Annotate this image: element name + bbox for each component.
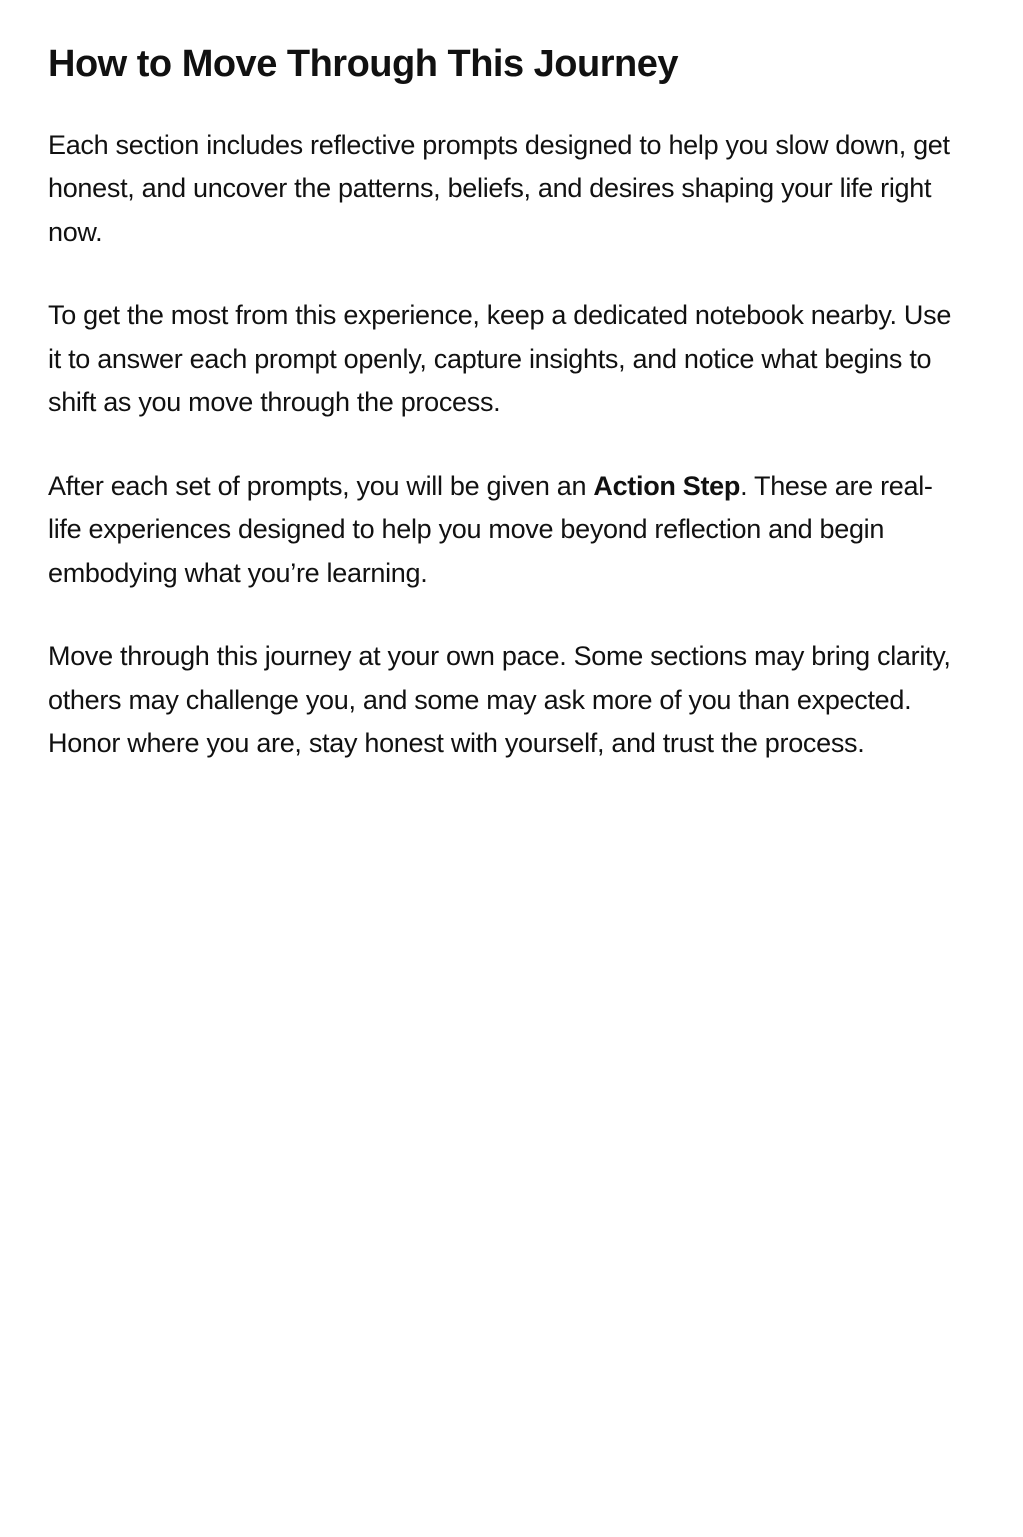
page-title: How to Move Through This Journey [48, 43, 678, 85]
paragraph-action-step [48, 465, 953, 596]
action-step-emphasis: Action Step [593, 470, 741, 501]
paragraph-action-step-intro: After each set of prompts, you will be given an [48, 470, 594, 501]
paragraph-notebook: To get the most from this experience, keep a dedicated notebook nearby. Use it to answer each prompt openly, capture insights, and notice what begins to shift as you move through the process. [48, 300, 952, 418]
document-page [48, 42, 958, 806]
paragraph-action-step-rest: . These are real-life experiences designed to help you move beyond reflection and begin embodying what you’re learning. [48, 470, 933, 588]
paragraph-prompts: Each section includes reflective prompts designed to help you slow down, get honest, and uncover the patterns, beliefs, and desires shaping your life right now. [48, 129, 950, 247]
paragraph-pace: Move through this journey at your own pace. Some sections may bring clarity, others may challenge you, and some may ask more of you than expected. Honor where you are, stay honest with yourself, and trust the process. [48, 641, 951, 759]
